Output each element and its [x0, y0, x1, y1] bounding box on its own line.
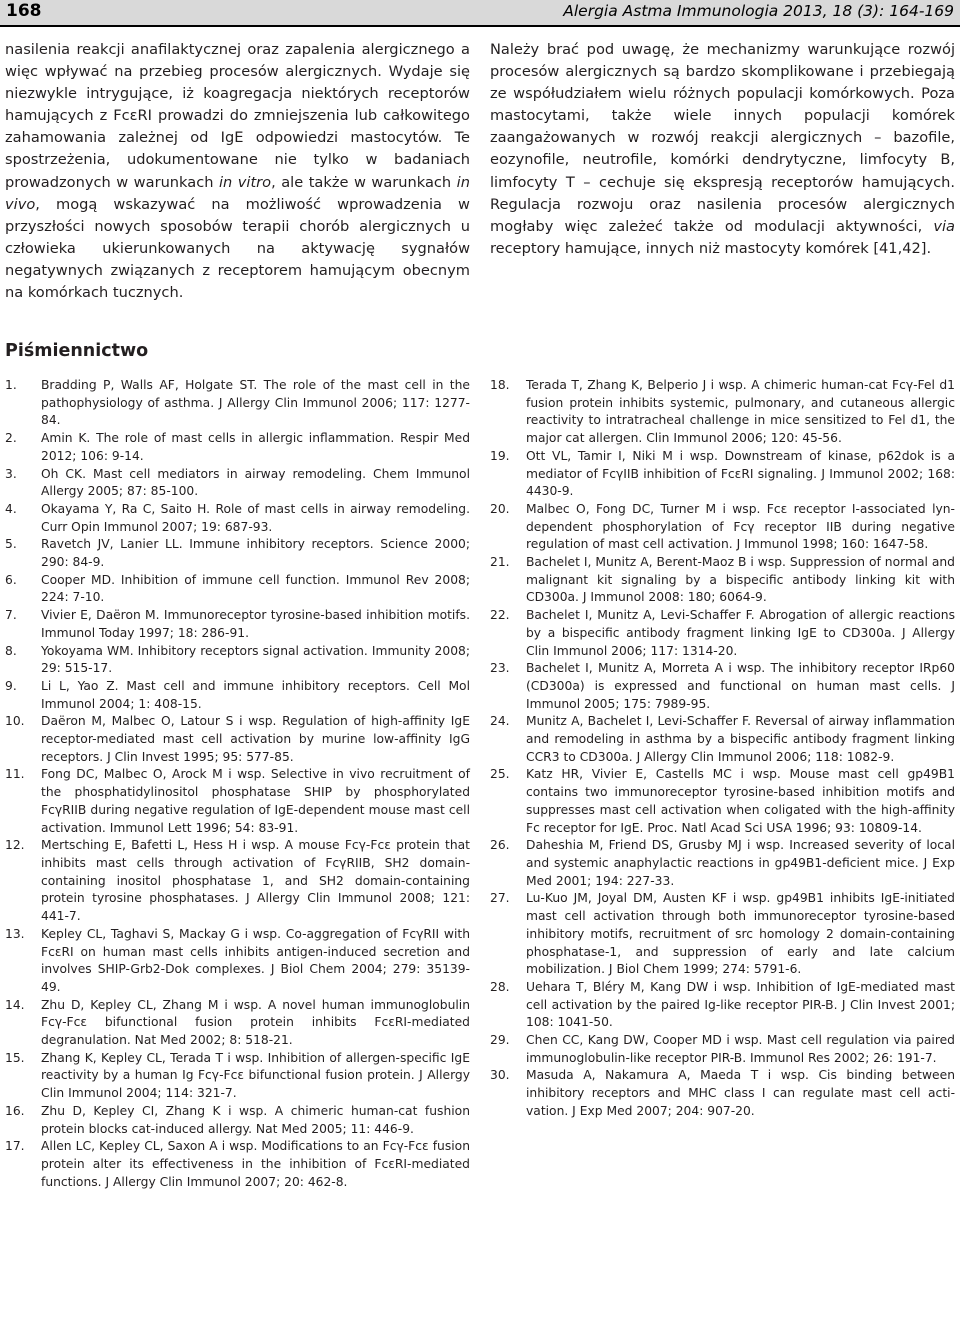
- reference-item: [5, 678, 470, 713]
- reference-number: 6.: [5, 572, 17, 587]
- reference-item: [5, 1138, 470, 1191]
- reference-item: [5, 466, 470, 501]
- reference-number: 7.: [5, 608, 17, 623]
- reference-number: 29.: [490, 1033, 510, 1048]
- reference-number: 3.: [5, 466, 17, 481]
- reference-number: 25.: [490, 767, 510, 782]
- reference-text: Mertsching E, Bafetti L, Hess H i wsp. A mouse Fcγ-Fcε protein that inhibits mast cells through activation of FcγRIIB, SH2 domain-containing inositol phosphatase 1, and SH2 domain-containing protein tyrosine phosphatases. J Allergy Clin Immunol 2008; 121: 441-7.: [41, 838, 470, 924]
- reference-number: 30.: [490, 1068, 510, 1083]
- reference-text: Masuda A, Nakamura A, Maeda T i wsp. Cis binding between inhibitory receptors and MHC class I can regulate mast cell activation. J Exp Med 2007; 204: 907-20.: [526, 1068, 955, 1118]
- reference-number: 12.: [5, 838, 25, 853]
- reference-item: [5, 536, 470, 571]
- reference-text: Bradding P, Walls AF, Holgate ST. The role of the mast cell in the pathophysiology of asthma. J Allergy Clin Immunol 2006; 117: 1277-84.: [41, 378, 470, 428]
- reference-text: Daëron M, Malbec O, Latour S i wsp. Regulation of high-affinity IgE receptor-mediated mast cell activation by murine low-affinity IgG receptors. J Clin Invest 1995; 95: 577-85.: [41, 714, 470, 764]
- references-list-right: [490, 377, 955, 1121]
- reference-number: 9.: [5, 678, 17, 693]
- reference-text: Allen LC, Kepley CL, Saxon A i wsp. Modifications to an Fcγ-Fcε fusion protein alter its effectiveness in the inhibition of FcεRI-mediated functions. J Allergy Clin Immunol 2007; 20: 462-8.: [41, 1139, 470, 1189]
- reference-item: [5, 643, 470, 678]
- reference-number: 19.: [490, 448, 510, 463]
- reference-number: 23.: [490, 661, 510, 676]
- reference-item: [5, 1103, 470, 1138]
- reference-item: [490, 890, 955, 979]
- reference-item: [5, 837, 470, 926]
- reference-number: 2.: [5, 431, 17, 446]
- reference-item: [490, 979, 955, 1032]
- reference-number: 8.: [5, 643, 17, 658]
- reference-number: 14.: [5, 997, 25, 1012]
- references-heading: Piśmiennictwo: [5, 341, 149, 361]
- reference-item: [5, 501, 470, 536]
- reference-text: Zhu D, Kepley CI, Zhang K i wsp. A chimeric human-cat fushion protein blocks cat-induced allergy. Nat Med 2005; 11: 446-9.: [41, 1103, 470, 1136]
- reference-text: Kepley CL, Taghavi S, Mackay G i wsp. Co-aggregation of FcγRII with FcεRI on human mast cells inhibits antigen-induced secretion and involves SHIP-Grb2-Dok complexes. J Biol Chem 2004; 279: 35139-49.: [41, 926, 470, 994]
- reference-item: [5, 997, 470, 1050]
- reference-item: [490, 713, 955, 766]
- reference-item: [490, 1032, 955, 1067]
- reference-item: [5, 377, 470, 430]
- reference-number: 26.: [490, 838, 510, 853]
- reference-text: Daheshia M, Friend DS, Grusby MJ i wsp. Increased severity of local and systemic anaphylactic reactions in gp49B1-deficient mice. J Exp Med 2001; 194: 227-33.: [526, 838, 955, 888]
- reference-text: Katz HR, Vivier E, Castells MC i wsp. Mouse mast cell gp49B1 contains two immunoreceptor tyrosine-based inhibition motifs and suppresses mast cell activation when coligated with the high-affinity Fc receptor for IgE. Proc. Natl Acad Sci USA 1996; 93: 10809-14.: [526, 767, 955, 835]
- body-paragraph: nasilenia reakcji anafilaktycznej oraz zapalenia alergicznego a więc wpływać na przebieg procesów alergicznych. Wydaje się niezwykle intrygujące, iż koagregacja niektórych receptorów hamujących z FcεRI prowadzi do zmniejszenia lub całkowitego zahamowania zależnej od IgE odpowiedzi mastocytów. Te spostrzeżenia, udokumentowane nie tylko w badaniach prowadzonych w warunkach in vitro, ale także w warunkach in vivo, mogą wskazywać na możliwość wprowadzenia w przyszłości nowych sposobów terapii chorób alergicznych u człowieka ukierunkowanych na aktywację sygnałów negatywnych związanych z receptorem hamującym obecnym na komórkach tucznych.: [5, 41, 470, 302]
- reference-number: 4.: [5, 501, 17, 516]
- reference-text: Uehara T, Bléry M, Kang DW i wsp. Inhibition of IgE-mediated mast cell activation by the paired Ig-like receptor PIR-B. J Clin Invest 2001; 108: 1041-50.: [526, 979, 955, 1030]
- reference-item: [5, 1050, 470, 1103]
- reference-text: Amin K. The role of mast cells in allergic inflammation. Respir Med 2012; 106: 9-14.: [41, 431, 470, 463]
- reference-text: Okayama Y, Ra C, Saito H. Role of mast cells in airway remodeling. Curr Opin Immunol 2007; 19: 687-93.: [41, 501, 470, 534]
- reference-number: 10.: [5, 714, 25, 729]
- reference-item: [490, 501, 955, 554]
- reference-item: [490, 660, 955, 713]
- reference-number: 22.: [490, 608, 510, 623]
- reference-text: Chen CC, Kang DW, Cooper MD i wsp. Mast cell regulation via paired immunoglobulin-like receptor PIR-B. Immunol Res 2002; 26: 191-7.: [526, 1033, 955, 1065]
- reference-text: Cooper MD. Inhibition of immune cell function. Immunol Rev 2008; 224: 7-10.: [41, 572, 470, 605]
- reference-number: 20.: [490, 501, 510, 516]
- reference-text: Zhang K, Kepley CL, Terada T i wsp. Inhibition of allergen-specific IgE reactivity by a human Ig Fcγ-Fcε bifunctional fusion protein. J Allergy Clin Immunol 2004; 114: 321-7.: [41, 1050, 470, 1101]
- reference-text: Zhu D, Kepley CL, Zhang M i wsp. A novel human immunoglobulin Fcγ-Fcε bifunctional fusion protein inhibits FcεRI-mediated degranulation. Nat Med 2002; 8: 518-21.: [41, 997, 470, 1048]
- reference-number: 27.: [490, 891, 510, 906]
- reference-number: 18.: [490, 378, 510, 392]
- reference-number: 13.: [5, 926, 25, 941]
- reference-text: Oh CK. Mast cell mediators in airway remodeling. Chem Immunol Allergy 2005; 87: 85-100.: [41, 466, 470, 499]
- reference-item: [5, 766, 470, 837]
- reference-text: Terada T, Zhang K, Belperio J i wsp. A chimeric human-cat Fcγ-Fel d1 fusion protein inhibits systemic, pulmonary, and cutaneous allergic reactivity to intratracheal challenge in mice sensitized to Fel d1, the major cat allergen. Clin Immunol 2006; 120: 45-56.: [526, 378, 955, 446]
- reference-text: Bachelet I, Munitz A, Berent-Maoz B i wsp. Suppression of normal and malignant kit signaling by a bispecific antibody linking kit with CD300a. J Immunol 2008: 180; 6064-9.: [526, 555, 955, 605]
- reference-item: [490, 766, 955, 837]
- reference-number: 21.: [490, 555, 510, 570]
- reference-item: [490, 837, 955, 890]
- reference-text: Munitz A, Bachelet I, Levi-Schaffer F. Reversal of airway inflammation and remodeling in asthma by a bispecific antibody fragment linking CCR3 to CD300a. J Allergy Clin Immunol 2006; 118: 1082-9.: [526, 714, 955, 764]
- reference-item: [5, 572, 470, 607]
- reference-number: 24.: [490, 714, 510, 729]
- reference-item: [490, 554, 955, 607]
- reference-item: [490, 607, 955, 660]
- reference-text: Fong DC, Malbec O, Arock M i wsp. Selective in vivo recruitment of the phosphatidylinositol phosphatase SHIP by phosphorylated FcγRIIB during negative regulation of IgE-dependent mouse mast cell activation. Immunol Lett 1996; 54: 83-91.: [41, 767, 470, 835]
- reference-item: [490, 448, 955, 501]
- reference-text: Ott VL, Tamir I, Niki M i wsp. Downstream of kinase, p62dok is a mediator of FcγIIB inhibition of FcεRI signaling. J Immunol 2002; 168: 4430-9.: [526, 448, 955, 499]
- reference-item: [5, 430, 470, 465]
- reference-item: [490, 377, 955, 448]
- reference-item: [5, 713, 470, 766]
- reference-text: Bachelet I, Munitz A, Levi-Schaffer F. Abrogation of allergic reactions by a bispecific antibody fragment linking IgE to CD300a. J Allergy Clin Immunol 2006; 117: 1314-20.: [526, 608, 955, 658]
- reference-text: Malbec O, Fong DC, Turner M i wsp. Fcε receptor I-associated lyn-dependent phosphorylation of Fcγ receptor IIB during negative regulation of mast cell activation. J Immunol 1998; 160: 1647-58.: [526, 501, 955, 552]
- page-number: 168: [6, 1, 42, 21]
- body-column-left: [5, 39, 470, 304]
- references-list-left: [5, 377, 470, 1191]
- reference-text: Yokoyama WM. Inhibitory receptors signal activation. Immunity 2008; 29: 515-17.: [41, 643, 470, 676]
- reference-number: 28.: [490, 979, 510, 994]
- reference-text: Bachelet I, Munitz A, Morreta A i wsp. The inhibitory receptor IRp60 (CD300a) is expressed and functional on human mast cells. J Immunol 2005; 175: 7989-95.: [526, 661, 955, 711]
- reference-item: [5, 926, 470, 997]
- reference-text: Li L, Yao Z. Mast cell and immune inhibitory receptors. Cell Mol Immunol 2004; 1: 408-15.: [41, 678, 470, 711]
- reference-text: Vivier E, Daëron M. Immunoreceptor tyrosine-based inhibition motifs. Immunol Today 1997; 18: 286-91.: [41, 608, 470, 640]
- reference-text: Lu-Kuo JM, Joyal DM, Austen KF i wsp. gp49B1 inhibits IgE-initiated mast cell activation through both immunoreceptor tyrosine-based inhibitory motifs, recruitment of src homology 2 domain-containing phosphatase-1, and suppression of early and late calcium mobilization. J Biol Chem 1999; 274: 5791-6.: [526, 891, 955, 977]
- reference-number: 1.: [5, 378, 17, 392]
- body-column-right: [490, 39, 955, 260]
- page-header: [0, 0, 960, 27]
- reference-item: [5, 607, 470, 642]
- reference-number: 15.: [5, 1050, 25, 1065]
- journal-citation: Alergia Astma Immunologia 2013, 18 (3): 164-169: [563, 2, 954, 20]
- reference-number: 11.: [5, 767, 25, 782]
- reference-item: [490, 1067, 955, 1120]
- reference-number: 16.: [5, 1103, 25, 1118]
- reference-text: Ravetch JV, Lanier LL. Immune inhibitory receptors. Science 2000; 290: 84-9.: [41, 537, 470, 570]
- body-paragraph: Należy brać pod uwagę, że mechanizmy warunkujące rozwój procesów alergicznych są bardzo skomplikowane i przebiegają ze współudziałem wielu różnych populacji komórkowych. Poza mastocytami, także wiele innych populacji komórek zaangażowanych w rozwój reakcji alergicznych – bazofile, eozynofile, neutrofile, komórki dendrytyczne, limfocyty B, limfocyty T – cechuje się ekspresją receptorów hamujących. Regulacja rozwoju oraz nasilenia procesów alergicznych mogłaby więc zależeć także od modulacji aktywności, via receptory hamujące, innych niż mastocyty komórek [41,42].: [490, 41, 955, 257]
- reference-number: 5.: [5, 537, 17, 552]
- reference-number: 17.: [5, 1139, 25, 1154]
